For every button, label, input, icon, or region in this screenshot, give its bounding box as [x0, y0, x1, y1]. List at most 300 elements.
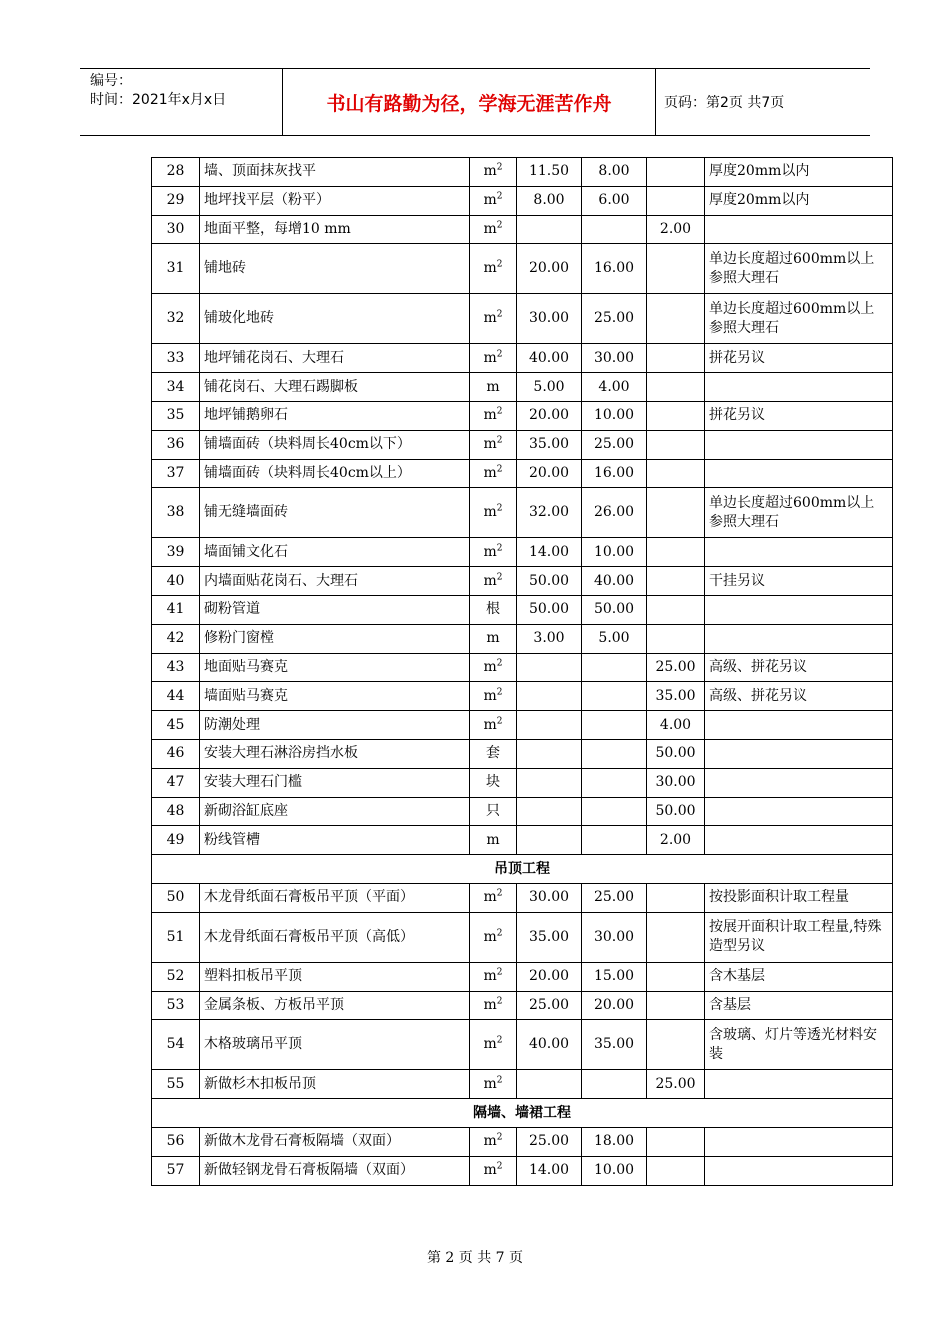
price-a: 25.00	[517, 991, 582, 1020]
price-a: 8.00	[517, 186, 582, 215]
item-note: 高级、拼花另议	[705, 682, 893, 711]
table-row	[152, 595, 893, 624]
item-note	[705, 1070, 893, 1099]
item-note: 高级、拼花另议	[705, 653, 893, 682]
price-a: 14.00	[517, 1156, 582, 1185]
price-b: 50.00	[582, 595, 647, 624]
unit-exponent: 2	[496, 888, 503, 899]
section-header-row	[152, 1099, 893, 1128]
price-b: 10.00	[582, 401, 647, 430]
unit-text: m	[483, 928, 497, 945]
item-unit	[470, 401, 517, 430]
unit-text: m	[486, 630, 500, 647]
item-name: 铺无缝墙面砖	[200, 488, 470, 538]
price-b	[582, 711, 647, 740]
item-name: 塑料扣板吊平顶	[200, 962, 470, 991]
item-number: 51	[152, 912, 200, 962]
table-row	[152, 962, 893, 991]
price-b: 16.00	[582, 459, 647, 488]
price-a: 25.00	[517, 1127, 582, 1156]
item-name: 墙面铺文化石	[200, 538, 470, 567]
unit-text: m	[483, 310, 497, 327]
item-unit	[470, 215, 517, 244]
item-unit	[470, 488, 517, 538]
table-row	[152, 294, 893, 344]
price-a: 30.00	[517, 294, 582, 344]
item-note	[705, 430, 893, 459]
item-number: 32	[152, 294, 200, 344]
item-note	[705, 459, 893, 488]
price-c: 50.00	[647, 739, 705, 768]
item-number: 30	[152, 215, 200, 244]
item-note: 按展开面积计取工程量,特殊造型另议	[705, 912, 893, 962]
item-number: 57	[152, 1156, 200, 1185]
item-number: 39	[152, 538, 200, 567]
price-c	[647, 158, 705, 187]
unit-text: m	[483, 1133, 497, 1150]
price-a: 32.00	[517, 488, 582, 538]
price-a: 50.00	[517, 595, 582, 624]
item-unit	[470, 991, 517, 1020]
table-row	[152, 215, 893, 244]
price-b: 30.00	[582, 912, 647, 962]
item-unit	[470, 797, 517, 826]
item-note	[705, 768, 893, 797]
price-a: 11.50	[517, 158, 582, 187]
price-c	[647, 962, 705, 991]
date-label: 时间：2021年x月x日	[90, 92, 227, 108]
item-unit	[470, 711, 517, 740]
price-b: 18.00	[582, 1127, 647, 1156]
price-c	[647, 567, 705, 596]
item-note	[705, 1156, 893, 1185]
table-row	[152, 373, 893, 402]
item-number: 45	[152, 711, 200, 740]
item-unit	[470, 739, 517, 768]
table-row	[152, 567, 893, 596]
unit-text: m	[483, 658, 497, 675]
item-name: 内墙面贴花岗石、大理石	[200, 567, 470, 596]
item-name: 铺墙面砖（块料周长40cm以上）	[200, 459, 470, 488]
price-c: 25.00	[647, 1070, 705, 1099]
item-unit	[470, 186, 517, 215]
item-number: 55	[152, 1070, 200, 1099]
item-number: 36	[152, 430, 200, 459]
price-a: 20.00	[517, 459, 582, 488]
price-a	[517, 768, 582, 797]
section-title: 吊顶工程	[152, 855, 893, 884]
price-c	[647, 1156, 705, 1185]
unit-exponent: 2	[496, 162, 503, 173]
price-c	[647, 624, 705, 653]
item-name: 地坪铺鹅卵石	[200, 401, 470, 430]
unit-exponent: 2	[496, 1161, 503, 1172]
item-note: 含玻璃、灯片等透光材料安装	[705, 1020, 893, 1070]
section-title: 隔墙、墙裙工程	[152, 1099, 893, 1128]
price-a: 50.00	[517, 567, 582, 596]
unit-exponent: 2	[496, 543, 503, 554]
page-number-label: 页码：第2页 共7页	[664, 95, 785, 111]
item-note	[705, 797, 893, 826]
unit-exponent: 2	[496, 435, 503, 446]
item-name: 地坪找平层（粉平）	[200, 186, 470, 215]
unit-text: m	[483, 504, 497, 521]
price-b	[582, 768, 647, 797]
table-row	[152, 826, 893, 855]
price-c	[647, 883, 705, 912]
price-c: 35.00	[647, 682, 705, 711]
item-name: 木格玻璃吊平顶	[200, 1020, 470, 1070]
unit-text: m	[483, 436, 497, 453]
price-c	[647, 488, 705, 538]
item-name: 墙、顶面抹灰找平	[200, 158, 470, 187]
price-c	[647, 1127, 705, 1156]
item-name: 新做木龙骨石膏板隔墙（双面）	[200, 1127, 470, 1156]
item-name: 防潮处理	[200, 711, 470, 740]
unit-exponent: 2	[496, 220, 503, 231]
item-note	[705, 373, 893, 402]
unit-text: 套	[486, 745, 500, 762]
item-note	[705, 215, 893, 244]
table-row	[152, 401, 893, 430]
item-name: 木龙骨纸面石膏板吊平顶（高低）	[200, 912, 470, 962]
price-a: 40.00	[517, 1020, 582, 1070]
table-row	[152, 711, 893, 740]
item-unit	[470, 962, 517, 991]
unit-text: m	[483, 1162, 497, 1179]
price-c	[647, 373, 705, 402]
price-b: 15.00	[582, 962, 647, 991]
item-note	[705, 826, 893, 855]
item-number: 50	[152, 883, 200, 912]
item-name: 地面平整，每增10 mm	[200, 215, 470, 244]
item-number: 34	[152, 373, 200, 402]
price-a	[517, 653, 582, 682]
table-row	[152, 883, 893, 912]
table-row	[152, 991, 893, 1020]
item-note: 拼花另议	[705, 401, 893, 430]
item-name: 修粉门窗樘	[200, 624, 470, 653]
unit-text: m	[483, 996, 497, 1013]
price-b: 25.00	[582, 883, 647, 912]
price-c	[647, 991, 705, 1020]
unit-exponent: 2	[496, 349, 503, 360]
item-unit	[470, 912, 517, 962]
unit-exponent: 2	[496, 967, 503, 978]
unit-exponent: 2	[496, 1035, 503, 1046]
item-name: 铺地砖	[200, 244, 470, 294]
price-c	[647, 459, 705, 488]
price-b	[582, 682, 647, 711]
price-b: 10.00	[582, 1156, 647, 1185]
item-note: 厚度20mm以内	[705, 158, 893, 187]
section-header-row	[152, 855, 893, 884]
table-row	[152, 538, 893, 567]
item-unit	[470, 344, 517, 373]
price-c: 2.00	[647, 826, 705, 855]
unit-text: m	[483, 687, 497, 704]
motto: 书山有路勤为径，学海无涯苦作舟	[283, 69, 656, 135]
price-a: 40.00	[517, 344, 582, 373]
unit-exponent: 2	[496, 571, 503, 582]
price-b	[582, 826, 647, 855]
price-b: 16.00	[582, 244, 647, 294]
item-number: 35	[152, 401, 200, 430]
item-note: 单边长度超过600mm以上参照大理石	[705, 244, 893, 294]
item-number: 28	[152, 158, 200, 187]
unit-text: m	[483, 349, 497, 366]
item-note	[705, 624, 893, 653]
unit-text: m	[483, 407, 497, 424]
item-number: 56	[152, 1127, 200, 1156]
item-note: 拼花另议	[705, 344, 893, 373]
table-row	[152, 653, 893, 682]
item-name: 安装大理石淋浴房挡水板	[200, 739, 470, 768]
price-c	[647, 401, 705, 430]
item-name: 新做杉木扣板吊顶	[200, 1070, 470, 1099]
item-unit	[470, 158, 517, 187]
price-a: 35.00	[517, 430, 582, 459]
price-c: 30.00	[647, 768, 705, 797]
item-name: 安装大理石门槛	[200, 768, 470, 797]
unit-text: m	[483, 163, 497, 180]
price-b: 30.00	[582, 344, 647, 373]
table-row	[152, 1127, 893, 1156]
item-name: 地坪铺花岗石、大理石	[200, 344, 470, 373]
table-row	[152, 768, 893, 797]
table-row	[152, 488, 893, 538]
item-note	[705, 538, 893, 567]
item-note: 厚度20mm以内	[705, 186, 893, 215]
price-a: 20.00	[517, 401, 582, 430]
page-header	[80, 68, 870, 136]
item-unit	[470, 624, 517, 653]
item-number: 41	[152, 595, 200, 624]
price-a: 30.00	[517, 883, 582, 912]
price-b: 40.00	[582, 567, 647, 596]
price-c: 4.00	[647, 711, 705, 740]
item-number: 42	[152, 624, 200, 653]
price-a: 5.00	[517, 373, 582, 402]
price-c: 2.00	[647, 215, 705, 244]
unit-exponent: 2	[496, 1132, 503, 1143]
price-c: 25.00	[647, 653, 705, 682]
item-number: 52	[152, 962, 200, 991]
unit-text: m	[483, 1075, 497, 1092]
unit-text: 根	[486, 601, 500, 618]
item-name: 新做轻钢龙骨石膏板隔墙（双面）	[200, 1156, 470, 1185]
item-number: 40	[152, 567, 200, 596]
item-unit	[470, 826, 517, 855]
price-c	[647, 1020, 705, 1070]
item-note: 单边长度超过600mm以上参照大理石	[705, 294, 893, 344]
price-b: 26.00	[582, 488, 647, 538]
price-c	[647, 344, 705, 373]
item-number: 46	[152, 739, 200, 768]
price-b: 6.00	[582, 186, 647, 215]
item-unit	[470, 1020, 517, 1070]
unit-text: m	[483, 260, 497, 277]
table-row	[152, 158, 893, 187]
unit-text: m	[483, 464, 497, 481]
item-note	[705, 711, 893, 740]
price-a: 20.00	[517, 244, 582, 294]
price-a: 14.00	[517, 538, 582, 567]
price-b: 35.00	[582, 1020, 647, 1070]
item-note	[705, 1127, 893, 1156]
item-number: 33	[152, 344, 200, 373]
item-note: 按投影面积计取工程量	[705, 883, 893, 912]
unit-text: m	[483, 1036, 497, 1053]
table-row	[152, 1020, 893, 1070]
item-number: 37	[152, 459, 200, 488]
header-meta	[80, 69, 283, 135]
item-unit	[470, 653, 517, 682]
item-note: 含木基层	[705, 962, 893, 991]
table-row	[152, 682, 893, 711]
item-name: 铺墙面砖（块料周长40cm以下）	[200, 430, 470, 459]
price-b	[582, 653, 647, 682]
item-number: 47	[152, 768, 200, 797]
table-row	[152, 430, 893, 459]
price-a	[517, 215, 582, 244]
unit-text: m	[483, 192, 497, 209]
price-c	[647, 430, 705, 459]
item-unit	[470, 430, 517, 459]
table-row	[152, 244, 893, 294]
item-name: 地面贴马赛克	[200, 653, 470, 682]
price-c: 50.00	[647, 797, 705, 826]
price-a	[517, 1070, 582, 1099]
unit-text: m	[486, 831, 500, 848]
page-footer: 第 2 页 共 7 页	[426, 1250, 524, 1266]
price-c	[647, 186, 705, 215]
price-b	[582, 797, 647, 826]
table-row	[152, 797, 893, 826]
price-c	[647, 595, 705, 624]
unit-exponent: 2	[496, 406, 503, 417]
item-number: 54	[152, 1020, 200, 1070]
price-c	[647, 912, 705, 962]
item-note	[705, 739, 893, 768]
price-b: 20.00	[582, 991, 647, 1020]
unit-text: m	[486, 378, 500, 395]
item-unit	[470, 1127, 517, 1156]
unit-exponent: 2	[496, 464, 503, 475]
unit-text: m	[483, 220, 497, 237]
item-name: 铺花岗石、大理石踢脚板	[200, 373, 470, 402]
table-row	[152, 1070, 893, 1099]
unit-exponent: 2	[496, 996, 503, 1007]
item-number: 49	[152, 826, 200, 855]
unit-exponent: 2	[496, 1075, 503, 1086]
price-a: 35.00	[517, 912, 582, 962]
unit-exponent: 2	[496, 503, 503, 514]
item-unit	[470, 538, 517, 567]
item-unit	[470, 459, 517, 488]
price-a	[517, 711, 582, 740]
price-a: 20.00	[517, 962, 582, 991]
price-a	[517, 797, 582, 826]
item-unit	[470, 682, 517, 711]
table-row	[152, 459, 893, 488]
unit-exponent: 2	[496, 928, 503, 939]
item-name: 墙面贴马赛克	[200, 682, 470, 711]
item-number: 31	[152, 244, 200, 294]
unit-exponent: 2	[496, 259, 503, 270]
item-unit	[470, 373, 517, 402]
unit-text: m	[483, 968, 497, 985]
price-b	[582, 1070, 647, 1099]
item-note: 干挂另议	[705, 567, 893, 596]
item-name: 新砌浴缸底座	[200, 797, 470, 826]
item-note: 单边长度超过600mm以上参照大理石	[705, 488, 893, 538]
price-table	[151, 157, 893, 1186]
item-unit	[470, 883, 517, 912]
unit-exponent: 2	[496, 309, 503, 320]
item-number: 38	[152, 488, 200, 538]
price-b: 25.00	[582, 294, 647, 344]
price-b	[582, 215, 647, 244]
item-number: 44	[152, 682, 200, 711]
item-name: 铺玻化地砖	[200, 294, 470, 344]
item-name: 粉线管槽	[200, 826, 470, 855]
item-unit	[470, 1156, 517, 1185]
price-a	[517, 826, 582, 855]
unit-exponent: 2	[496, 715, 503, 726]
table-row	[152, 739, 893, 768]
unit-text: 块	[486, 774, 500, 791]
item-unit	[470, 244, 517, 294]
item-name: 砌粉管道	[200, 595, 470, 624]
item-number: 43	[152, 653, 200, 682]
price-b	[582, 739, 647, 768]
item-name: 金属条板、方板吊平顶	[200, 991, 470, 1020]
unit-text: m	[483, 572, 497, 589]
item-unit	[470, 768, 517, 797]
item-unit	[470, 1070, 517, 1099]
price-b: 4.00	[582, 373, 647, 402]
price-a	[517, 739, 582, 768]
price-c	[647, 538, 705, 567]
item-unit	[470, 567, 517, 596]
price-c	[647, 294, 705, 344]
code-label: 编号：	[90, 73, 132, 89]
table-row	[152, 186, 893, 215]
item-unit	[470, 595, 517, 624]
table-row	[152, 624, 893, 653]
item-number: 53	[152, 991, 200, 1020]
price-c	[647, 244, 705, 294]
table-row	[152, 344, 893, 373]
price-b: 5.00	[582, 624, 647, 653]
price-a: 3.00	[517, 624, 582, 653]
item-note: 含基层	[705, 991, 893, 1020]
unit-text: m	[483, 543, 497, 560]
unit-text: m	[483, 889, 497, 906]
unit-exponent: 2	[496, 191, 503, 202]
price-b: 10.00	[582, 538, 647, 567]
price-b: 25.00	[582, 430, 647, 459]
item-number: 29	[152, 186, 200, 215]
unit-exponent: 2	[496, 687, 503, 698]
item-note	[705, 595, 893, 624]
unit-text: m	[483, 716, 497, 733]
item-number: 48	[152, 797, 200, 826]
item-name: 木龙骨纸面石膏板吊平顶（平面）	[200, 883, 470, 912]
item-unit	[470, 294, 517, 344]
table-row	[152, 1156, 893, 1185]
